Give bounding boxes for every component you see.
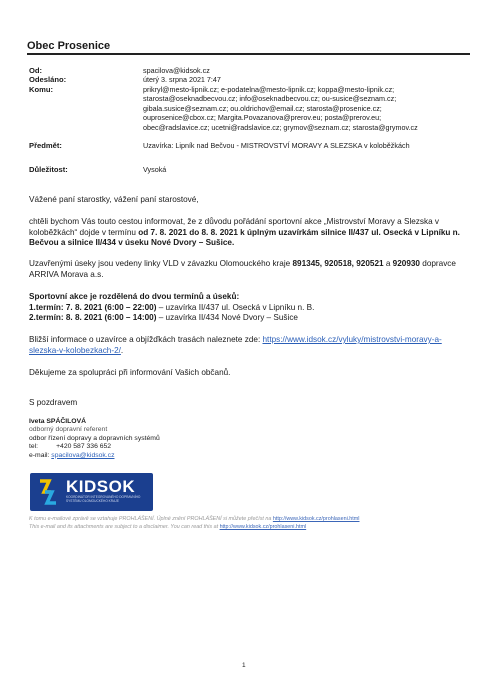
closing: S pozdravem (29, 398, 78, 407)
terms-heading: Sportovní akce je rozdělená do dvou termínů a úseků: (29, 292, 240, 301)
disclaimer-en-text: This e-mail and its attachments are subject to a disclaimer. You can read this at (29, 524, 220, 530)
thanks: Děkujeme za spolupráci při informování Vašich občanů. (29, 368, 231, 377)
disclaimer-en (29, 524, 306, 531)
term-1-closure: – uzavírka II/437 ul. Osecká v Lipníku n. B. (156, 302, 315, 312)
recipient-line: ouprosenice@cbox.cz; Margita.Povazanova@prerov.eu; posta@prerov.eu; (143, 113, 382, 123)
page-number: 1 (242, 662, 246, 669)
to-label: Komu: (29, 85, 54, 94)
subject-label: Předmět: (29, 141, 62, 150)
line-number: 920930 (392, 259, 420, 268)
signature-block (29, 418, 160, 460)
from-value[interactable]: spacilova@kidsok.cz (143, 66, 210, 75)
organization-title: Obec Prosenice (27, 40, 111, 52)
recipient-line: obec@radslavice.cz; ucetni@radslavice.cz; grymov@seznam.cz; starosta@grymov.cz (143, 122, 418, 132)
subject-value: Uzavírka: Lipník nad Bečvou - MISTROVSTVÍ MORAVY A SLEZSKA v koloběžkách (143, 141, 410, 150)
recipient-line: gibala.susice@seznam.cz; ou.oldrichov@email.cz; starosta@prosenice.cz; (143, 103, 382, 113)
phone-label: tel: (29, 443, 39, 451)
closure-dates-text: od 7. 8. 2021 do 8. 8. 2021 k úplným uzavírkám silnice II/437 ul. Osecká v Lipníku n. Bečvou a silnice II/434 v úseku Nové Dvory – Sušice. (29, 227, 460, 247)
recipient-line: prikryl@mesto-lipnik.cz; e-podatelna@mesto-lipnik.cz; koppa@mesto-lipnik.cz; (143, 85, 395, 94)
signature-role: odborný dopravní referent (29, 426, 108, 434)
closure-intro-text: chtěli bychom Vás touto cestou informovat, že z důvodu pořádání sportovní akce „Mistrovství Moravy a Slezska v koloběžkách“ dojde v termínu (29, 217, 440, 237)
closure-info-link[interactable]: https://www.idsok.cz/vyluky/mistrovstvi-moravy-a-slezska-v-kolobezkach-2/ (29, 335, 442, 355)
importance-label: Důležitost: (29, 165, 68, 174)
terms-block (29, 292, 469, 324)
disclaimer-cz (29, 516, 359, 523)
term-2 (29, 313, 469, 324)
recipient-line: starosta@oseknadbecvou.cz; info@oseknadbecvou.cz; ou-susice@seznam.cz; (143, 94, 397, 104)
disclaimer-cz-text: K tomu e-mailové zprávě se vztahuje PROHLÁŠENÍ. Úplné znění PROHLÁŠENÍ si můžete přečíst na (29, 516, 273, 522)
conjunction: a (383, 259, 393, 268)
to-recipients[interactable] (143, 85, 478, 132)
greeting: Vážené paní starostky, vážení paní starostové, (29, 195, 199, 204)
paragraph-bus-lines (29, 259, 469, 280)
paragraph-closures (29, 217, 469, 249)
importance-value: Vysoká (143, 165, 167, 174)
sent-label: Odesláno: (29, 75, 67, 84)
email-link[interactable]: spacilova@kidsok.cz (51, 451, 115, 459)
signature-department: odbor řízení dopravy a dopravních systémů (29, 434, 160, 442)
logo-wordmark: KIDSOK (66, 477, 136, 496)
info-text: Bližší informace o uzavírce a objížďkách trasách naleznete zde: (29, 335, 263, 344)
term-1-date: 1.termín: 7. 8. 2021 (6:00 – 22:00) (29, 302, 157, 312)
signature-name: Iveta SPÁČILOVÁ (29, 418, 87, 425)
disclaimer-en-link[interactable]: http://www.kidsok.cz/prohlaseni.html (219, 524, 307, 530)
email-label: e-mail: (29, 451, 50, 459)
term-2-date: 2.termín: 8. 8. 2021 (6:00 – 14:00) (29, 313, 157, 322)
header-divider (27, 53, 470, 55)
carrier-text: dopravce ARRIVA Morava a.s. (29, 259, 456, 279)
disclaimer-cz-link[interactable]: http://www.kidsok.cz/prohlaseni.html (272, 516, 360, 522)
kidsok-logo (30, 473, 153, 511)
sent-value: úterý 3. srpna 2021 7:47 (143, 75, 221, 84)
logo-subtitle: KOORDINÁTOR INTEGROVANÉHO DOPRAVNÍHO SYSTÉMU OLOMOUCKÉHO KRAJE (66, 495, 141, 503)
bus-lines-text: Uzavřenými úseky jsou vedeny linky VLD v závazku Olomouckého kraje (29, 259, 293, 268)
kidsok-mark-icon (37, 478, 59, 506)
info-end: . (120, 345, 124, 355)
term-1 (29, 303, 469, 314)
phone-value: +420 587 336 652 (56, 443, 112, 451)
signature-email (29, 452, 160, 460)
from-label: Od: (29, 66, 43, 75)
line-numbers: 891345, 920518, 920521 (292, 259, 384, 268)
term-2-closure: – uzavírka II/434 Nové Dvory – Sušice (156, 313, 298, 322)
signature-phone (29, 443, 160, 451)
paragraph-more-info (29, 335, 469, 356)
